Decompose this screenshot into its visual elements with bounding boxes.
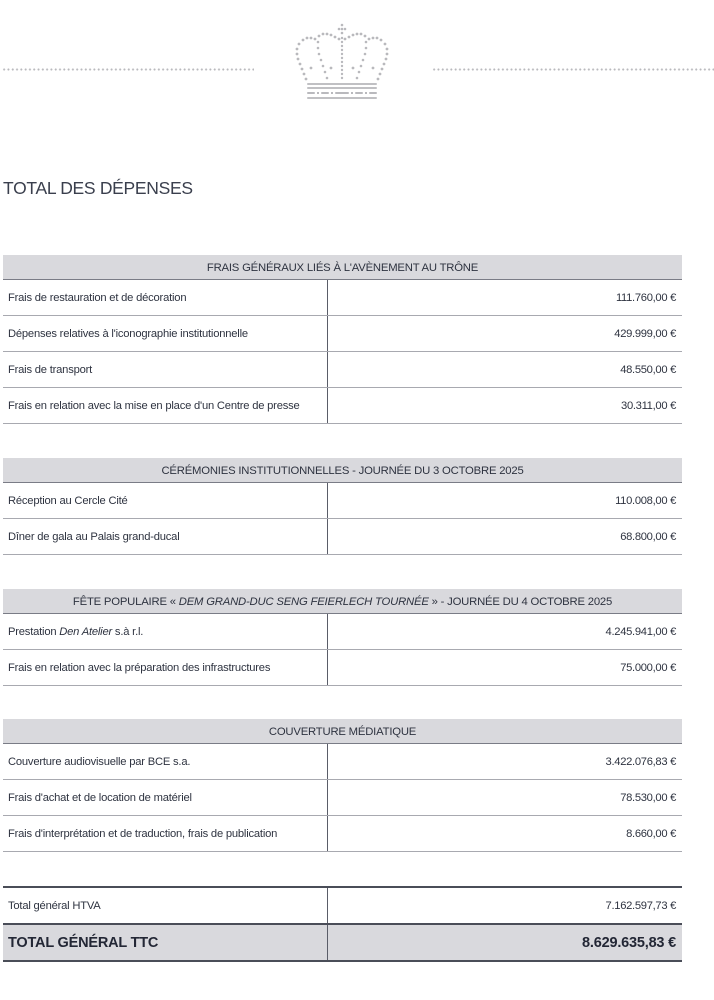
table-row <box>3 780 682 816</box>
row-label: Frais d'interprétation et de traduction, frais de publication <box>3 816 328 851</box>
row-value: 3.422.076,83 € <box>605 756 676 768</box>
section-header: FRAIS GÉNÉRAUX LIÉS À L'AVÈNEMENT AU TRÔNE <box>3 255 682 280</box>
table-row <box>3 280 682 316</box>
section-header: FÊTE POPULAIRE « DEM GRAND-DUC SENG FEIERLECH TOURNÉE » - JOURNÉE DU 4 OCTOBRE 2025 <box>3 589 682 614</box>
row-label: Frais en relation avec la préparation des infrastructures <box>3 650 328 685</box>
row-value: 110.008,00 € <box>615 495 676 507</box>
table-row <box>3 816 682 852</box>
section-couverture-mediatique <box>3 719 682 852</box>
row-label: Couverture audiovisuelle par BCE s.a. <box>3 744 328 779</box>
section-header: CÉRÉMONIES INSTITUTIONNELLES - JOURNÉE DU 3 OCTOBRE 2025 <box>3 458 682 483</box>
row-value: 111.760,00 € <box>615 292 676 304</box>
row-label: Frais de restauration et de décoration <box>3 280 328 315</box>
total-htva-row <box>3 886 682 925</box>
total-ttc-value: 8.629.635,83 € <box>582 935 676 951</box>
dotted-rule-left <box>2 68 254 71</box>
table-row <box>3 744 682 780</box>
row-value: 48.550,00 € <box>620 364 676 376</box>
row-value: 75.000,00 € <box>620 662 676 674</box>
table-row <box>3 483 682 519</box>
table-row <box>3 388 682 424</box>
row-label: Réception au Cercle Cité <box>3 483 328 518</box>
total-ttc-row <box>3 925 682 962</box>
row-label: Prestation Den Atelier s.à r.l. <box>3 614 328 649</box>
section-fete-populaire <box>3 589 682 686</box>
row-label: Frais en relation avec la mise en place d'un Centre de presse <box>3 388 328 423</box>
row-label: Frais de transport <box>3 352 328 387</box>
row-value: 68.800,00 € <box>620 531 676 543</box>
table-row <box>3 316 682 352</box>
table-row <box>3 614 682 650</box>
total-ttc-label: TOTAL GÉNÉRAL TTC <box>3 925 328 960</box>
crown-icon <box>289 22 395 104</box>
total-htva-value: 7.162.597,73 € <box>605 900 676 912</box>
page-header <box>0 0 714 110</box>
row-value: 8.660,00 € <box>626 828 676 840</box>
section-frais-generaux <box>3 255 682 424</box>
table-row <box>3 650 682 686</box>
row-value: 30.311,00 € <box>621 400 676 412</box>
page-title: TOTAL DES DÉPENSES <box>3 178 193 198</box>
table-row <box>3 519 682 555</box>
row-label: Frais d'achat et de location de matériel <box>3 780 328 815</box>
totals-table <box>3 886 682 962</box>
row-value: 4.245.941,00 € <box>605 626 676 638</box>
total-htva-label: Total général HTVA <box>3 888 328 923</box>
row-label: Dépenses relatives à l'iconographie institutionnelle <box>3 316 328 351</box>
row-value: 429.999,00 € <box>614 328 676 340</box>
row-value: 78.530,00 € <box>620 792 676 804</box>
section-ceremonies <box>3 458 682 555</box>
dotted-rule-right <box>432 68 714 71</box>
row-label: Dîner de gala au Palais grand-ducal <box>3 519 328 554</box>
section-header: COUVERTURE MÉDIATIQUE <box>3 719 682 744</box>
table-row <box>3 352 682 388</box>
